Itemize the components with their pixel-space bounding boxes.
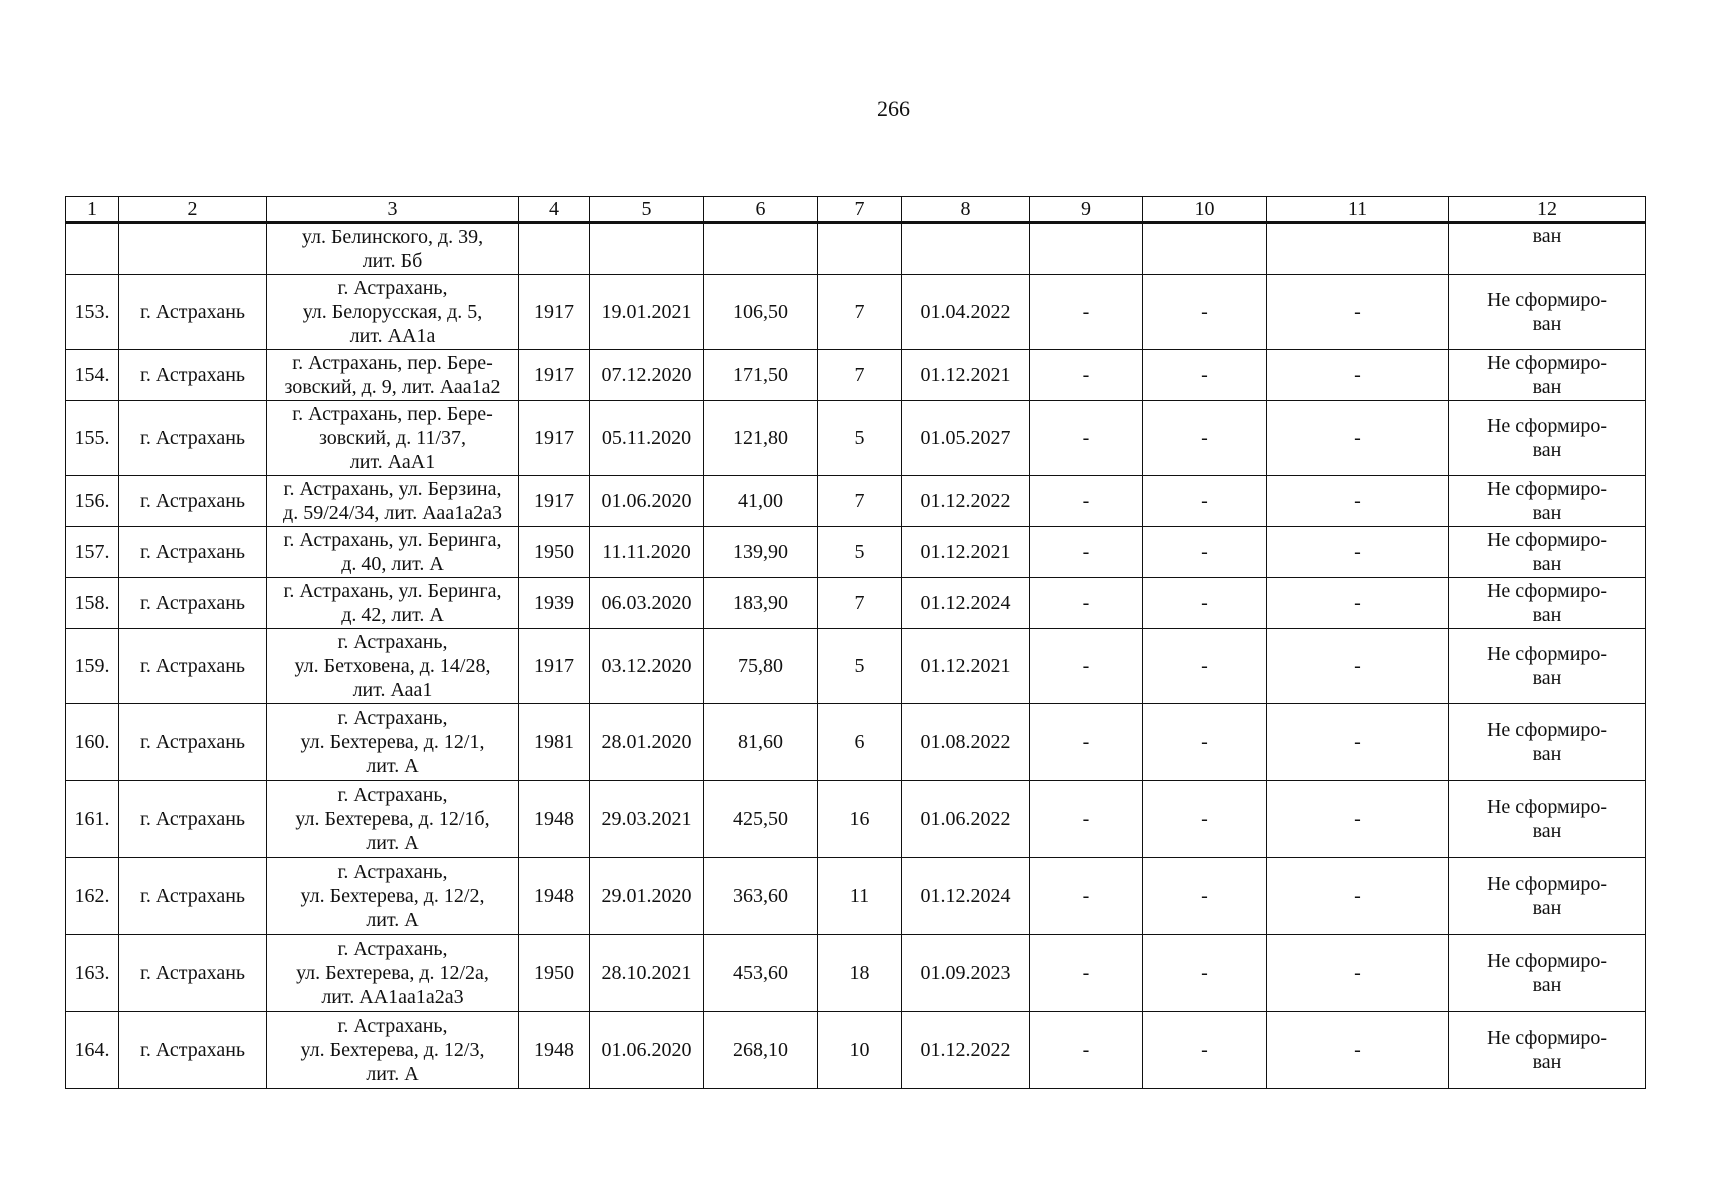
- status-cell-line: Не сформиро-: [1486, 415, 1608, 437]
- address-cell-line: г. Астрахань,: [337, 631, 448, 653]
- address-cell-line: лит. АА1а: [349, 325, 436, 347]
- year-cell: 1917: [519, 275, 590, 350]
- address-cell: [267, 578, 519, 629]
- address-cell-line: г. Астрахань,: [337, 707, 448, 729]
- area-cell: 425,50: [704, 781, 818, 858]
- status-cell: [1449, 1012, 1646, 1089]
- area-cell: 81,60: [704, 704, 818, 781]
- address-cell-line: д. 42, лит. А: [341, 604, 444, 626]
- city-cell: г. Астрахань: [119, 1012, 267, 1089]
- row-number-cell: 159.: [66, 629, 119, 704]
- count-cell: 16: [818, 781, 902, 858]
- address-cell-line: лит. А: [366, 1063, 419, 1085]
- column-11-cell: -: [1267, 350, 1449, 401]
- address-cell: [267, 858, 519, 935]
- empty-cell: [704, 223, 818, 275]
- address-cell: [267, 401, 519, 476]
- address-cell-line: г. Астрахань,: [337, 861, 448, 883]
- column-header-10: 10: [1143, 197, 1267, 223]
- address-cell: [267, 476, 519, 527]
- column-9-cell: -: [1030, 578, 1143, 629]
- column-10-cell: -: [1143, 401, 1267, 476]
- status-cell-line: ван: [1532, 1051, 1562, 1073]
- count-cell: 5: [818, 401, 902, 476]
- area-cell: 75,80: [704, 629, 818, 704]
- planned-date-cell: 01.05.2027: [902, 401, 1030, 476]
- column-header-8: 8: [902, 197, 1030, 223]
- date-cell: 06.03.2020: [590, 578, 704, 629]
- address-cell-line: ул. Бетховена, д. 14/28,: [294, 655, 491, 677]
- address-cell-line: г. Астрахань, ул. Беринга,: [283, 580, 502, 602]
- table-header: [66, 197, 1646, 223]
- area-cell: 121,80: [704, 401, 818, 476]
- column-9-cell: -: [1030, 781, 1143, 858]
- status-cell: [1449, 935, 1646, 1012]
- address-cell: [267, 350, 519, 401]
- status-cell-line: Не сформиро-: [1486, 529, 1608, 551]
- column-11-cell: -: [1267, 935, 1449, 1012]
- registry-table: [65, 196, 1646, 1089]
- empty-cell: [519, 223, 590, 275]
- address-cell: [267, 527, 519, 578]
- status-cell-line: Не сформиро-: [1486, 1027, 1608, 1049]
- column-11-cell: -: [1267, 629, 1449, 704]
- address-cell-line: ул. Бехтерева, д. 12/2,: [300, 885, 485, 907]
- row-number-cell: 161.: [66, 781, 119, 858]
- registry-table-wrapper: [65, 196, 1646, 1089]
- address-cell: [267, 935, 519, 1012]
- count-cell: 7: [818, 275, 902, 350]
- year-cell: 1981: [519, 704, 590, 781]
- column-11-cell: -: [1267, 858, 1449, 935]
- status-cell: [1449, 401, 1646, 476]
- table-row: [66, 858, 1646, 935]
- date-cell: 03.12.2020: [590, 629, 704, 704]
- column-header-3: 3: [267, 197, 519, 223]
- status-cell-line: ван: [1532, 897, 1562, 919]
- planned-date-cell: 01.12.2024: [902, 578, 1030, 629]
- empty-cell: [1030, 223, 1143, 275]
- city-cell: г. Астрахань: [119, 275, 267, 350]
- date-cell: 29.03.2021: [590, 781, 704, 858]
- column-10-cell: -: [1143, 704, 1267, 781]
- column-9-cell: -: [1030, 935, 1143, 1012]
- planned-date-cell: 01.06.2022: [902, 781, 1030, 858]
- status-cell-line: Не сформиро-: [1486, 478, 1608, 500]
- empty-cell: [119, 223, 267, 275]
- address-cell: [267, 629, 519, 704]
- area-cell: 139,90: [704, 527, 818, 578]
- column-10-cell: -: [1143, 578, 1267, 629]
- column-11-cell: -: [1267, 527, 1449, 578]
- empty-cell: [66, 223, 119, 275]
- count-cell: 11: [818, 858, 902, 935]
- status-cell: [1449, 476, 1646, 527]
- address-cell-line: лит. А: [366, 909, 419, 931]
- city-cell: г. Астрахань: [119, 935, 267, 1012]
- address-cell-line: д. 59/24/34, лит. Ааа1а2а3: [283, 502, 502, 524]
- table-row: [66, 275, 1646, 350]
- city-cell: г. Астрахань: [119, 629, 267, 704]
- empty-cell: [590, 223, 704, 275]
- row-number-cell: 158.: [66, 578, 119, 629]
- address-cell-line: г. Астрахань,: [337, 277, 448, 299]
- column-11-cell: -: [1267, 1012, 1449, 1089]
- count-cell: 5: [818, 527, 902, 578]
- row-number-cell: 155.: [66, 401, 119, 476]
- table-body: [66, 223, 1646, 1089]
- row-number-cell: 163.: [66, 935, 119, 1012]
- year-cell: 1917: [519, 476, 590, 527]
- year-cell: 1917: [519, 350, 590, 401]
- year-cell: 1950: [519, 527, 590, 578]
- column-9-cell: -: [1030, 350, 1143, 401]
- status-cell: [1449, 527, 1646, 578]
- address-cell-line: д. 40, лит. А: [341, 553, 444, 575]
- column-header-7: 7: [818, 197, 902, 223]
- column-10-cell: -: [1143, 1012, 1267, 1089]
- column-header-2: 2: [119, 197, 267, 223]
- status-cell-line: ван: [1532, 553, 1562, 575]
- column-10-cell: -: [1143, 350, 1267, 401]
- status-cell-line: Не сформиро-: [1486, 873, 1608, 895]
- column-11-cell: -: [1267, 401, 1449, 476]
- address-cell-line: г. Астрахань,: [337, 938, 448, 960]
- header-row: [66, 197, 1646, 223]
- address-cell-line: г. Астрахань, ул. Беринга,: [283, 529, 502, 551]
- city-cell: г. Астрахань: [119, 401, 267, 476]
- date-cell: 01.06.2020: [590, 1012, 704, 1089]
- area-cell: 171,50: [704, 350, 818, 401]
- column-header-5: 5: [590, 197, 704, 223]
- address-cell-line: ул. Белинского, д. 39,: [301, 226, 484, 248]
- row-number-cell: 154.: [66, 350, 119, 401]
- column-11-cell: -: [1267, 781, 1449, 858]
- address-cell-line: ул. Бехтерева, д. 12/1,: [300, 731, 485, 753]
- column-header-9: 9: [1030, 197, 1143, 223]
- status-cell: [1449, 781, 1646, 858]
- row-number-cell: 160.: [66, 704, 119, 781]
- planned-date-cell: 01.12.2021: [902, 527, 1030, 578]
- row-number-cell: 157.: [66, 527, 119, 578]
- address-cell-line: ул. Бехтерева, д. 12/2а,: [296, 962, 489, 984]
- table-row: [66, 476, 1646, 527]
- column-10-cell: -: [1143, 527, 1267, 578]
- area-cell: 183,90: [704, 578, 818, 629]
- column-11-cell: -: [1267, 704, 1449, 781]
- area-cell: 363,60: [704, 858, 818, 935]
- count-cell: 7: [818, 476, 902, 527]
- address-cell-line: лит. Ааа1: [352, 679, 433, 701]
- city-cell: г. Астрахань: [119, 476, 267, 527]
- date-cell: 07.12.2020: [590, 350, 704, 401]
- area-cell: 453,60: [704, 935, 818, 1012]
- date-cell: 29.01.2020: [590, 858, 704, 935]
- table-row: [66, 350, 1646, 401]
- table-row: [66, 527, 1646, 578]
- empty-cell: [1143, 223, 1267, 275]
- column-10-cell: -: [1143, 781, 1267, 858]
- column-11-cell: -: [1267, 578, 1449, 629]
- city-cell: г. Астрахань: [119, 858, 267, 935]
- planned-date-cell: 01.12.2022: [902, 1012, 1030, 1089]
- address-cell: [267, 223, 519, 275]
- city-cell: г. Астрахань: [119, 704, 267, 781]
- column-10-cell: -: [1143, 275, 1267, 350]
- address-cell-line: лит. АаА1: [349, 451, 436, 473]
- table-row: [66, 578, 1646, 629]
- status-cell-line: ван: [1532, 743, 1562, 765]
- address-cell-line: ул. Белорусская, д. 5,: [302, 301, 483, 323]
- planned-date-cell: 01.12.2021: [902, 629, 1030, 704]
- address-cell-line: лит. А: [366, 832, 419, 854]
- column-9-cell: -: [1030, 476, 1143, 527]
- count-cell: 7: [818, 578, 902, 629]
- area-cell: 106,50: [704, 275, 818, 350]
- address-cell-line: лит. АА1аа1а2а3: [321, 986, 464, 1008]
- table-row: [66, 935, 1646, 1012]
- address-cell-line: г. Астрахань, ул. Берзина,: [283, 478, 502, 500]
- date-cell: 01.06.2020: [590, 476, 704, 527]
- status-cell-line: ван: [1532, 974, 1562, 996]
- status-cell: [1449, 704, 1646, 781]
- page-number: 266: [877, 96, 910, 121]
- address-cell-line: лит. А: [366, 755, 419, 777]
- column-10-cell: -: [1143, 629, 1267, 704]
- table-row-continuation: [66, 223, 1646, 275]
- address-cell-line: зовский, д. 9, лит. Ааа1а2: [284, 376, 501, 398]
- address-cell: [267, 275, 519, 350]
- table-row: [66, 401, 1646, 476]
- empty-cell: [1267, 223, 1449, 275]
- table-row: [66, 781, 1646, 858]
- count-cell: 5: [818, 629, 902, 704]
- status-cell-line: Не сформиро-: [1486, 796, 1608, 818]
- address-cell-line: г. Астрахань,: [337, 784, 448, 806]
- planned-date-cell: 01.12.2024: [902, 858, 1030, 935]
- column-10-cell: -: [1143, 935, 1267, 1012]
- date-cell: 28.01.2020: [590, 704, 704, 781]
- date-cell: 11.11.2020: [590, 527, 704, 578]
- year-cell: 1948: [519, 781, 590, 858]
- planned-date-cell: 01.08.2022: [902, 704, 1030, 781]
- status-cell-line: ван: [1532, 667, 1562, 689]
- status-cell: [1449, 629, 1646, 704]
- count-cell: 18: [818, 935, 902, 1012]
- status-cell: [1449, 858, 1646, 935]
- count-cell: 6: [818, 704, 902, 781]
- status-cell-line: ван: [1532, 439, 1562, 461]
- column-header-11: 11: [1267, 197, 1449, 223]
- column-9-cell: -: [1030, 275, 1143, 350]
- status-cell-line: ван: [1532, 313, 1562, 335]
- address-cell-line: лит. Бб: [362, 250, 423, 272]
- column-11-cell: -: [1267, 275, 1449, 350]
- count-cell: 10: [818, 1012, 902, 1089]
- column-9-cell: -: [1030, 704, 1143, 781]
- column-9-cell: -: [1030, 527, 1143, 578]
- column-header-4: 4: [519, 197, 590, 223]
- row-number-cell: 162.: [66, 858, 119, 935]
- planned-date-cell: 01.09.2023: [902, 935, 1030, 1012]
- column-9-cell: -: [1030, 858, 1143, 935]
- area-cell: 41,00: [704, 476, 818, 527]
- status-cell-line: Не сформиро-: [1486, 580, 1608, 602]
- city-cell: г. Астрахань: [119, 350, 267, 401]
- table-row: [66, 1012, 1646, 1089]
- status-cell-line: Не сформиро-: [1486, 289, 1608, 311]
- empty-cell: [902, 223, 1030, 275]
- status-cell-line: Не сформиро-: [1486, 719, 1608, 741]
- status-cell-line: Не сформиро-: [1486, 950, 1608, 972]
- area-cell: 268,10: [704, 1012, 818, 1089]
- year-cell: 1950: [519, 935, 590, 1012]
- year-cell: 1948: [519, 1012, 590, 1089]
- status-cell-line: ван: [1532, 820, 1562, 842]
- column-header-12: 12: [1449, 197, 1646, 223]
- row-number-cell: 156.: [66, 476, 119, 527]
- status-cell: [1449, 350, 1646, 401]
- column-9-cell: -: [1030, 1012, 1143, 1089]
- status-cell-line: Не сформиро-: [1486, 643, 1608, 665]
- column-header-1: 1: [66, 197, 119, 223]
- year-cell: 1948: [519, 858, 590, 935]
- city-cell: г. Астрахань: [119, 781, 267, 858]
- status-cell-line: ван: [1532, 225, 1562, 247]
- status-cell-line: ван: [1532, 502, 1562, 524]
- status-cell-line: ван: [1532, 604, 1562, 626]
- address-cell-line: зовский, д. 11/37,: [318, 427, 467, 449]
- column-header-6: 6: [704, 197, 818, 223]
- address-cell-line: ул. Бехтерева, д. 12/3,: [300, 1039, 485, 1061]
- status-cell-line: Не сформиро-: [1486, 352, 1608, 374]
- status-cell: [1449, 578, 1646, 629]
- column-11-cell: -: [1267, 476, 1449, 527]
- address-cell: [267, 1012, 519, 1089]
- address-cell: [267, 704, 519, 781]
- column-9-cell: -: [1030, 401, 1143, 476]
- address-cell-line: г. Астрахань, пер. Бере-: [292, 352, 493, 374]
- date-cell: 19.01.2021: [590, 275, 704, 350]
- empty-cell: [818, 223, 902, 275]
- column-9-cell: -: [1030, 629, 1143, 704]
- address-cell-line: г. Астрахань,: [337, 1015, 448, 1037]
- address-cell-line: ул. Бехтерева, д. 12/1б,: [295, 808, 490, 830]
- status-cell-line: ван: [1532, 376, 1562, 398]
- column-10-cell: -: [1143, 858, 1267, 935]
- address-cell-line: г. Астрахань, пер. Бере-: [292, 403, 493, 425]
- city-cell: г. Астрахань: [119, 527, 267, 578]
- row-number-cell: 153.: [66, 275, 119, 350]
- year-cell: 1917: [519, 401, 590, 476]
- year-cell: 1917: [519, 629, 590, 704]
- status-cell: [1449, 275, 1646, 350]
- date-cell: 05.11.2020: [590, 401, 704, 476]
- address-cell: [267, 781, 519, 858]
- table-row: [66, 704, 1646, 781]
- row-number-cell: 164.: [66, 1012, 119, 1089]
- planned-date-cell: 01.04.2022: [902, 275, 1030, 350]
- date-cell: 28.10.2021: [590, 935, 704, 1012]
- table-row: [66, 629, 1646, 704]
- planned-date-cell: 01.12.2021: [902, 350, 1030, 401]
- column-10-cell: -: [1143, 476, 1267, 527]
- planned-date-cell: 01.12.2022: [902, 476, 1030, 527]
- status-cell: [1449, 223, 1646, 275]
- year-cell: 1939: [519, 578, 590, 629]
- count-cell: 7: [818, 350, 902, 401]
- city-cell: г. Астрахань: [119, 578, 267, 629]
